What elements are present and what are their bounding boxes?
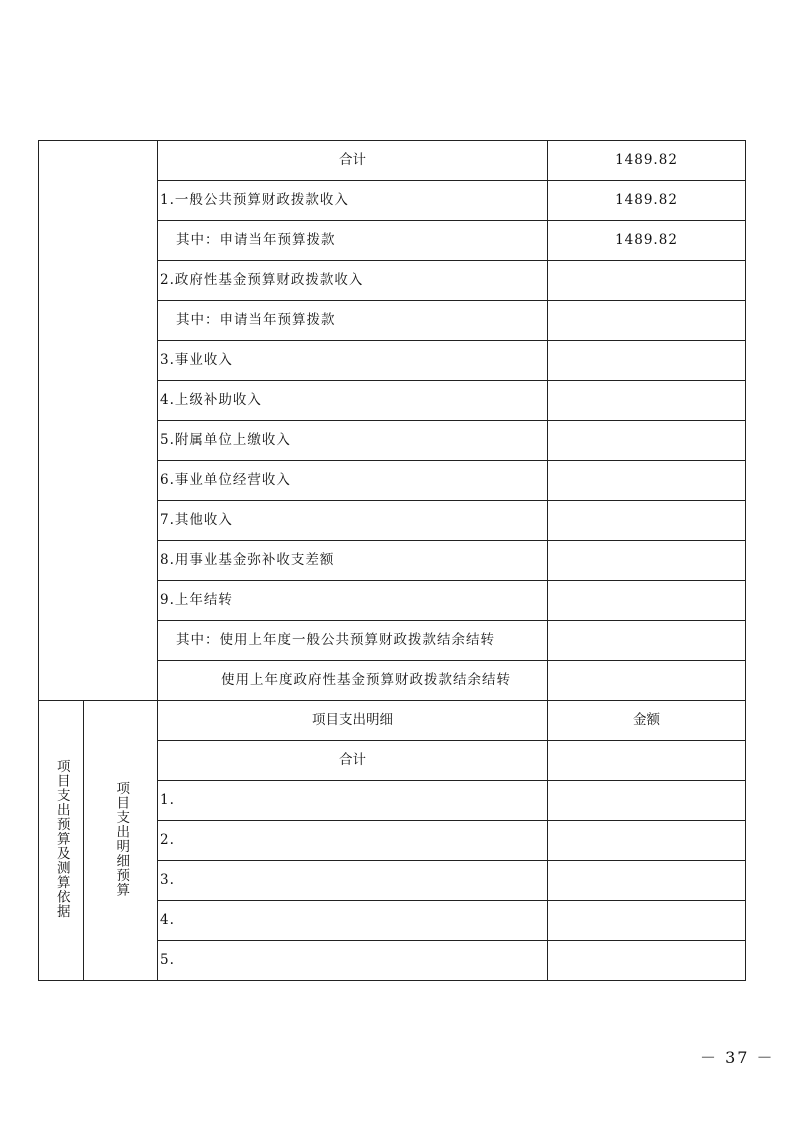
- expense-total-label: 合计: [158, 741, 548, 781]
- expense-item-label: 1.: [158, 781, 548, 821]
- income-row-amount: [548, 341, 746, 381]
- expense-item-amount: [548, 821, 746, 861]
- income-row-label: 其中：申请当年预算拨款: [158, 301, 548, 341]
- income-row-amount: [548, 421, 746, 461]
- expense-inner-side-label: [84, 701, 158, 981]
- income-row-amount: [548, 261, 746, 301]
- expense-outer-side-label: [39, 701, 84, 981]
- income-total-row: [39, 141, 746, 181]
- income-row-amount: [548, 461, 746, 501]
- expense-item-label: 5.: [158, 941, 548, 981]
- expense-header-detail: 项目支出明细: [158, 701, 548, 741]
- income-row-amount: [548, 381, 746, 421]
- expense-item-amount: [548, 781, 746, 821]
- expense-outer-side-text: 项目支出预算及测算依据: [53, 759, 70, 919]
- expense-total-amount: [548, 741, 746, 781]
- income-row-label: 其中：申请当年预算拨款: [158, 221, 548, 261]
- expense-item-label: 4.: [158, 901, 548, 941]
- income-row-label: 5.附属单位上缴收入: [158, 421, 548, 461]
- expense-item-label: 2.: [158, 821, 548, 861]
- income-total-amount: 1489.82: [548, 141, 746, 181]
- expense-item-amount: [548, 941, 746, 981]
- income-row-amount: [548, 661, 746, 701]
- income-row-amount: [548, 301, 746, 341]
- income-row-label: 其中：使用上年度一般公共预算财政拨款结余结转: [158, 621, 548, 661]
- page-number: － 37 －: [700, 1048, 775, 1067]
- income-row-amount: 1489.82: [548, 221, 746, 261]
- income-row-label: 9.上年结转: [158, 581, 548, 621]
- budget-table: [38, 140, 746, 981]
- income-row-label: 2.政府性基金预算财政拨款收入: [158, 261, 548, 301]
- income-total-label: 合计: [158, 141, 548, 181]
- income-row-label: 1.一般公共预算财政拨款收入: [158, 181, 548, 221]
- income-row-label: 3.事业收入: [158, 341, 548, 381]
- income-row-label: 8.用事业基金弥补收支差额: [158, 541, 548, 581]
- income-row-amount: [548, 501, 746, 541]
- expense-item-label: 3.: [158, 861, 548, 901]
- income-side-cell: [39, 141, 158, 701]
- expense-item-amount: [548, 861, 746, 901]
- income-row-label: 4.上级补助收入: [158, 381, 548, 421]
- expense-item-amount: [548, 901, 746, 941]
- income-row-amount: [548, 541, 746, 581]
- income-row-amount: [548, 581, 746, 621]
- expense-header-amount: 金额: [548, 701, 746, 741]
- income-row-label: 7.其他收入: [158, 501, 548, 541]
- expense-header-row: [39, 701, 746, 741]
- income-row-amount: [548, 621, 746, 661]
- expense-inner-side-text: 项目支出明细预算: [113, 780, 130, 897]
- income-row-label: 6.事业单位经营收入: [158, 461, 548, 501]
- income-row-label: 使用上年度政府性基金预算财政拨款结余结转: [158, 661, 548, 701]
- income-row-amount: 1489.82: [548, 181, 746, 221]
